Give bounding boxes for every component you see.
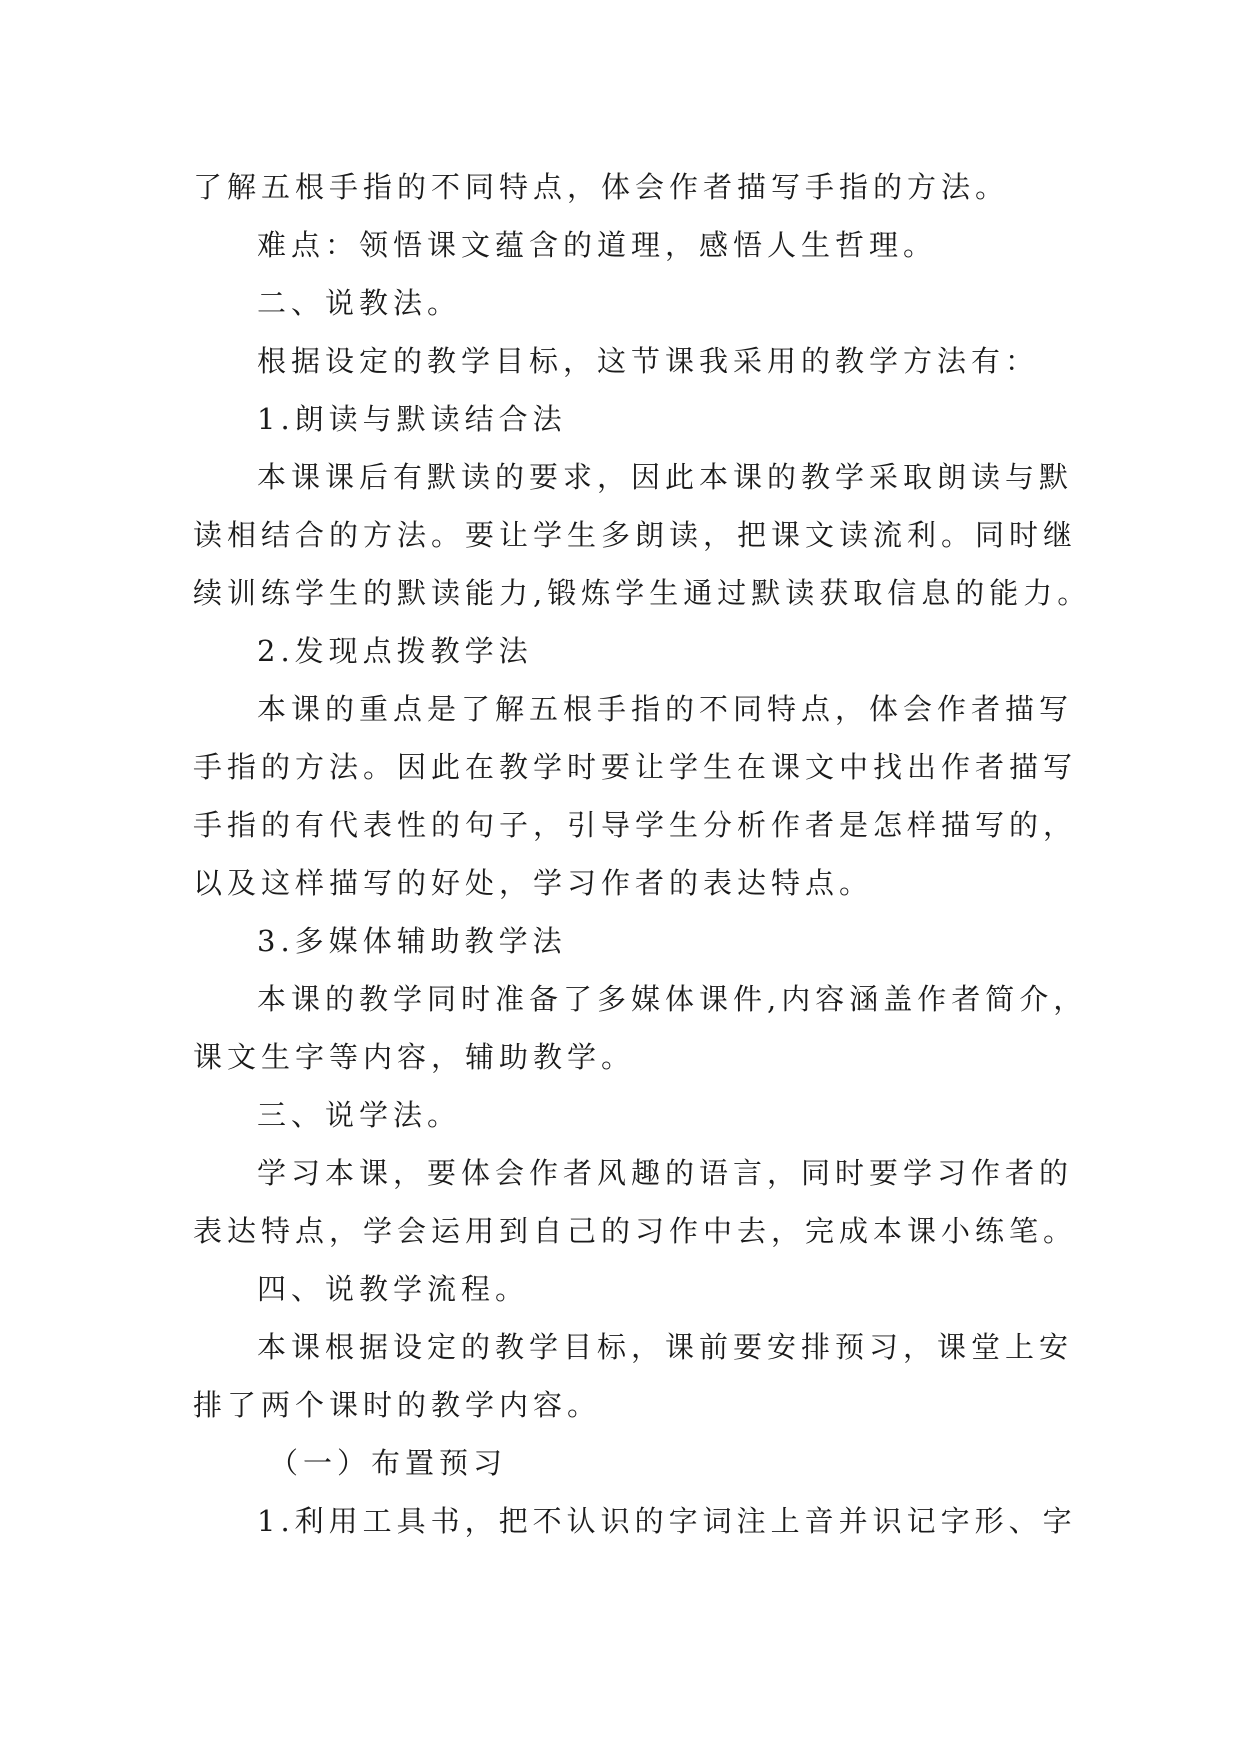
text-line: 学习本课，要体会作者风趣的语言，同时要学习作者的 — [257, 1156, 1074, 1190]
text-line: 本课根据设定的教学目标，课前要安排预习，课堂上安 — [257, 1330, 1074, 1364]
text-line: 本课的教学同时准备了多媒体课件,内容涵盖作者简介， — [257, 982, 1088, 1016]
document-body — [193, 158, 1092, 1550]
subsection-heading: （一）布置预习 — [269, 1446, 508, 1480]
text-line: 以及这样描写的好处，学习作者的表达特点。 — [193, 866, 874, 900]
subsection-heading: 3.多媒体辅助教学法 — [257, 924, 567, 958]
section-heading: 四、说教学流程。 — [257, 1272, 530, 1306]
text-line: 排了两个课时的教学内容。 — [193, 1388, 602, 1422]
text-line: 续训练学生的默读能力,锻炼学生通过默读获取信息的能力。 — [193, 576, 1092, 610]
section-heading: 二、说教法。 — [257, 286, 462, 320]
text-line: 了解五根手指的不同特点，体会作者描写手指的方法。 — [193, 170, 1010, 204]
text-line: 手指的方法。因此在教学时要让学生在课文中找出作者描写 — [193, 750, 1078, 784]
text-line: 课文生字等内容，辅助教学。 — [193, 1040, 636, 1074]
text-line: 本课的重点是了解五根手指的不同特点，体会作者描写 — [257, 692, 1074, 726]
subsection-heading: 2.发现点拨教学法 — [257, 634, 533, 668]
text-line: 手指的有代表性的句子，引导学生分析作者是怎样描写的， — [193, 808, 1078, 842]
subsection-heading: 1.朗读与默读结合法 — [257, 402, 567, 436]
text-line: 读相结合的方法。要让学生多朗读，把课文读流利。同时继 — [193, 518, 1078, 552]
section-heading: 三、说学法。 — [257, 1098, 462, 1132]
text-line: 本课课后有默读的要求，因此本课的教学采取朗读与默 — [257, 460, 1074, 494]
text-line: 表达特点，学会运用到自己的习作中去，完成本课小练笔。 — [193, 1214, 1078, 1248]
text-line: 1.利用工具书，把不认识的字词注上音并识记字形、字 — [257, 1504, 1077, 1538]
text-line: 根据设定的教学目标，这节课我采用的教学方法有： — [257, 344, 1040, 378]
text-line: 难点：领悟课文蕴含的道理，感悟人生哲理。 — [257, 228, 938, 262]
